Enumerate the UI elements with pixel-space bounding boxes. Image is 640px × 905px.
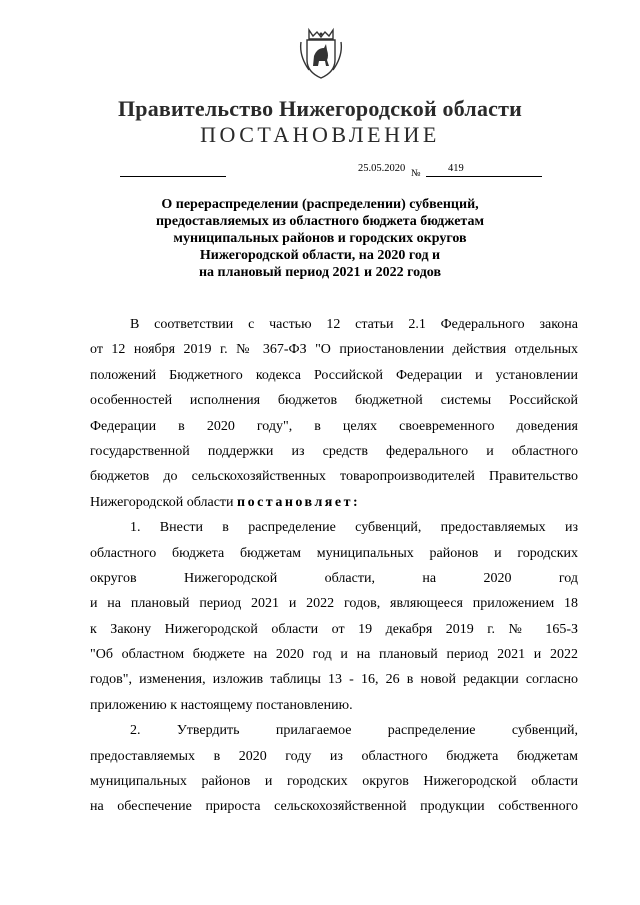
signature-line-left [120, 176, 226, 177]
item-line: и на плановый период 2021 и 2022 годов, являющееся приложением 18 [90, 596, 578, 612]
document-subject [100, 196, 540, 281]
item-line: к Закону Нижегородской области от 19 декабря 2019 г. № 165-З [90, 621, 578, 637]
government-title: Правительство Нижегородской области [117, 96, 522, 121]
item-line: "Об областном бюджете на 2020 год и на плановый период 2021 и 2022 [90, 647, 578, 663]
body-line: В соответствии с частью 12 статьи 2.1 Федерального закона [130, 317, 578, 332]
item-line: на обеспечение прироста сельскохозяйственной продукции собственного [90, 799, 578, 815]
number-sign: № [411, 168, 421, 179]
body-line: Федерации в 2020 году", в целях своевременного доведения [90, 418, 578, 434]
subject-line: Нижегородской области, на 2020 год и [199, 248, 441, 263]
item-line: областного бюджета бюджетам муниципальных районов и городских [90, 545, 578, 561]
body-line: положений Бюджетного кодекса Российской Федерации и установлении [90, 367, 578, 383]
body-line: от 12 ноября 2019 г. № 367-ФЗ "О приостановлении действия отдельных [90, 342, 578, 358]
body-line [90, 490, 578, 515]
item-line: муниципальных районов и городских округов Нижегородской области [90, 774, 578, 790]
body-line: особенностей исполнения бюджетов бюджетной системы Российской [90, 393, 578, 409]
subject-line: О перераспределении (распределении) субвенций, [161, 197, 479, 212]
body-line: бюджетов до сельскохозяйственных товаропроизводителей Правительство [90, 469, 578, 485]
item-line: округов Нижегородской области, на 2020 год [90, 570, 578, 586]
item-line: годов", изменения, изложив таблицы 13 - 16, 26 в новой редакции согласно [90, 672, 578, 688]
item-line: приложению к настоящему постановлению. [90, 697, 353, 713]
document-type: ПОСТАНОВЛЕНИЕ [200, 122, 440, 147]
body-line: государственной поддержки из средств федерального и областного [90, 443, 578, 459]
item-line: предоставляемых в 2020 году из областного бюджета бюджетам [90, 748, 578, 764]
document-date: 25.05.2020 [358, 163, 406, 174]
subject-line: предоставляемых из областного бюджета бюджетам [155, 214, 485, 229]
number-underline [426, 176, 542, 177]
decree-word: постановляет: [237, 494, 361, 510]
document-body [90, 312, 578, 820]
item-line: 2. Утвердить прилагаемое распределение субвенций, [130, 723, 578, 739]
subject-line: муниципальных районов и городских округов [173, 231, 467, 246]
subject-line: на плановый период 2021 и 2022 годов [198, 265, 442, 280]
document-number: 419 [448, 163, 464, 174]
body-line-text: Нижегородской области [90, 494, 234, 510]
item-line: 1. Внести в распределение субвенций, предоставляемых из [130, 520, 578, 536]
coat-of-arms-icon [299, 26, 343, 80]
